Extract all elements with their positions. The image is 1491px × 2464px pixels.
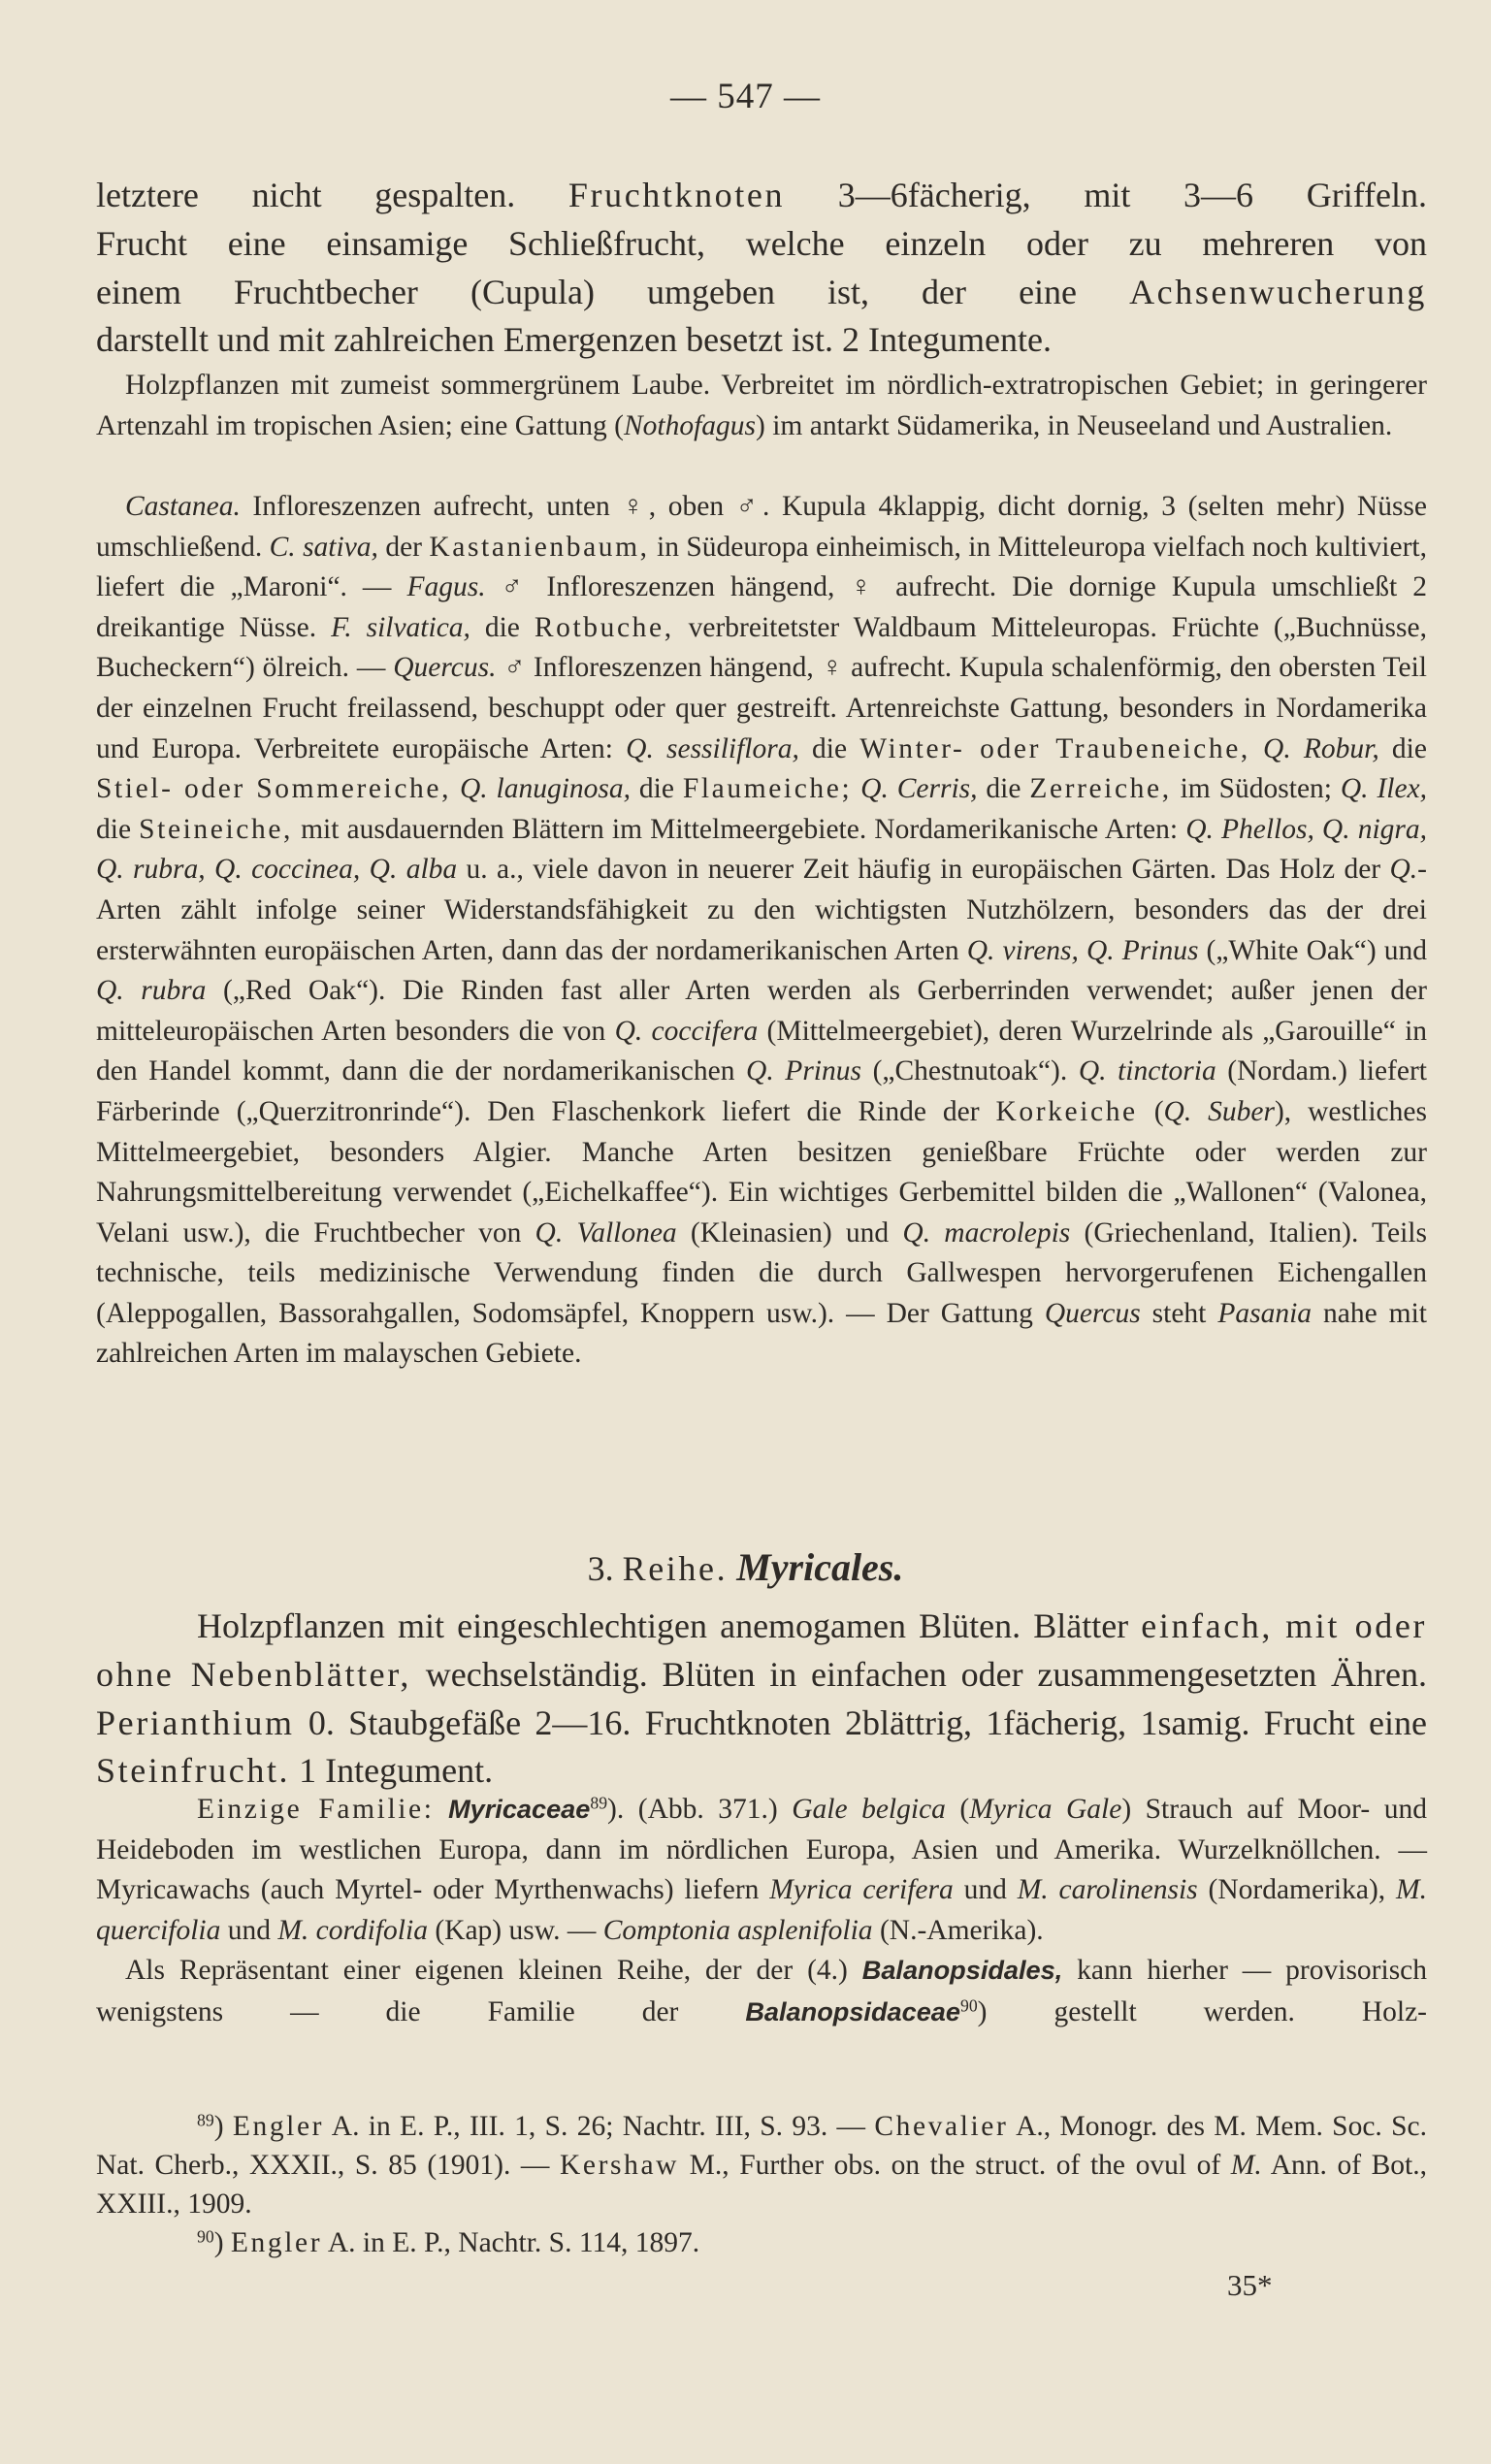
small-paragraph-3: Einzige Familie: Myricaceae$^{89}$). (Abb. 371.) Gale belgica (Myrica Gale) Strauch auf Moor- und Heideboden im westlichen Europa, dann im nördlichen Europa, Asien und Amerika. Wurzelknöllchen. — Myricawachs (auch Myrtel- oder Myrthenwachs) liefern Myrica cerifera und M. carolinensis (Nordamerika), M. quercifolia und M. cordifolia (Kap) usw. — Comptonia asplenifolia (N.-Amerika).: [96, 1793, 1427, 1946]
small-paragraph-4: Als Repräsentant einer eigenen kleinen Reihe, der der (4.) Balanopsidales, kann hierher — provisorisch wenigstens — die Familie der Balanopsidaceae$^{90}$) gestellt werden. Holz-: [96, 1955, 1428, 2027]
small-paragraph-2-block: [96, 487, 1427, 1375]
large-paragraph-2: Holzpflanzen mit eingeschlechtigen anemogamen Blüten. Blätter einfach, mit oder ohne Nebenblätter, wechselständig. Blüten in einfachen oder zusammengesetzten Ähren. Perianthium 0. Staubgefäße 2—16. Fruchtknoten 2blättrig, 1fächerig, 1samig. Frucht eine Steinfrucht. 1 Integument.: [96, 1606, 1427, 1791]
section-heading-prefix: 3. Reihe.: [587, 1549, 729, 1588]
intro-line-2: Frucht eine einsamige Schließfrucht, welche einzeln oder zu mehreren von: [96, 223, 1427, 263]
small-paragraph-4-block: [96, 1950, 1427, 2032]
small-paragraph-3-block: [96, 1789, 1427, 1951]
page-number: — 547 —: [670, 77, 821, 116]
section-heading: [0, 1544, 1491, 1590]
intro-line-1: letztere nicht gespalten. Fruchtknoten 3—6fächerig, mit 3—6 Griffeln.: [96, 176, 1428, 214]
section-heading-title: Myricales.: [736, 1545, 904, 1589]
footnote-89: $^{89}$) Engler A. in E. P., III. 1, S. 26; Nachtr. III, S. 93. — Chevalier A., Monogr. des M. Mem. Soc. Sc. Nat. Cherb., XXXII., S. 85 (1901). — Kershaw M., Further obs. on the struct. of the ovul of M. Ann. of Bot., XXIII., 1909.: [96, 2110, 1427, 2220]
large-paragraph-2-block: [96, 1603, 1427, 1796]
footnotes: [96, 2107, 1427, 2262]
signature-mark: 35*: [1227, 2268, 1273, 2302]
intro-line-4: darstellt und mit zahlreichen Emergenzen besetzt ist. 2 Integumente.: [96, 320, 1052, 360]
small-paragraph-1-block: [96, 366, 1427, 446]
intro-paragraph: [96, 172, 1427, 365]
small-paragraph-2: Castanea. Infloreszenzen aufrecht, unten ♀, oben ♂. Kupula 4klappig, dicht dornig, 3 (selten mehr) Nüsse umschließend. C. sativa, der Kastanienbaum, in Südeuropa einheimisch, in Mitteleuropa vielfach noch kultiviert, liefert die „Maroni“. — Fagus. ♂ Infloreszenzen hängend, ♀ aufrecht. Die dornige Kupula umschließt 2 dreikantige Nüsse. F. silvatica, die Rotbuche, verbreitetster Waldbaum Mitteleuropas. Früchte („Buchnüsse, Bucheckern“) ölreich. — Quercus. ♂ Infloreszenzen hängend, ♀ aufrecht. Kupula schalenförmig, den obersten Teil der einzelnen Frucht freilassend, beschuppt oder quer gestreift. Artenreichste Gattung, besonders in Nordamerika und Europa. Verbreitete europäische Arten: Q. sessiliflora, die Winter- oder Traubeneiche, Q. Robur, die Stiel- oder Sommereiche, Q. lanuginosa, die Flaumeiche; Q. Cerris, die Zerreiche, im Südosten; Q. Ilex, die Steineiche, mit ausdauernden Blättern im Mittelmeergebiete. Nordamerikanische Arten: Q. Phellos, Q. nigra, Q. rubra, Q. coccinea, Q. alba u. a., viele davon in neuerer Zeit häufig in europäischen Gärten. Das Holz der Q.-Arten zählt infolge seiner Widerstandsfähigkeit zu den wichtigsten Nutzhölzern, besonders das der drei ersterwähnten europäischen Arten, dann das der nordamerikanischen Arten Q. virens, Q. Prinus („White Oak“) und Q. rubra („Red Oak“). Die Rinden fast aller Arten werden als Gerberrinden verwendet; außer jenen der mitteleuropäischen Arten besonders die von Q. coccifera (Mittelmeergebiet), deren Wurzelrinde als „Garouille“ in den Handel kommt, dann die der nordamerikanischen Q. Prinus („Chestnutoak“). Q. tinctoria (Nordam.) liefert Färberinde („Querzitronrinde“). Den Flaschenkork liefert die Rinde der Korkeiche (Q. Suber), westliches Mittelmeergebiet, besonders Algier. Manche Arten besitzen genießbare Früchte oder werden zur Nahrungsmittelbereitung verwendet („Eichelkaffee“). Ein wichtiges Gerbemittel bilden die „Wallonen“ (Valonea, Velani usw.), die Fruchtbecher von Q. Vallonea (Kleinasien) und Q. macrolepis (Griechenland, Italien). Teils technische, teils medizinische Verwendung finden die durch Gallwespen hervorgerufenen Eichengallen (Aleppogallen, Bassorahgallen, Sodomsäpfel, Knoppern usw.). — Der Gattung Quercus steht Pasania nahe mit zahlreichen Arten im malayschen Gebiete.: [96, 491, 1428, 1370]
small-paragraph-1: Holzpflanzen mit zumeist sommergrünem Laube. Verbreitet im nördlich-extratropischen Gebiet; in geringerer Artenzahl im tropischen Asien; eine Gattung (Nothofagus) im antarkt Südamerika, in Neuseeland und Australien.: [96, 370, 1427, 441]
footnote-90: $^{90}$) Engler A. in E. P., Nachtr. S. 114, 1897.: [197, 2226, 700, 2258]
intro-line-3: einem Fruchtbecher (Cupula) umgeben ist, der eine Achsenwucherung: [96, 272, 1427, 311]
